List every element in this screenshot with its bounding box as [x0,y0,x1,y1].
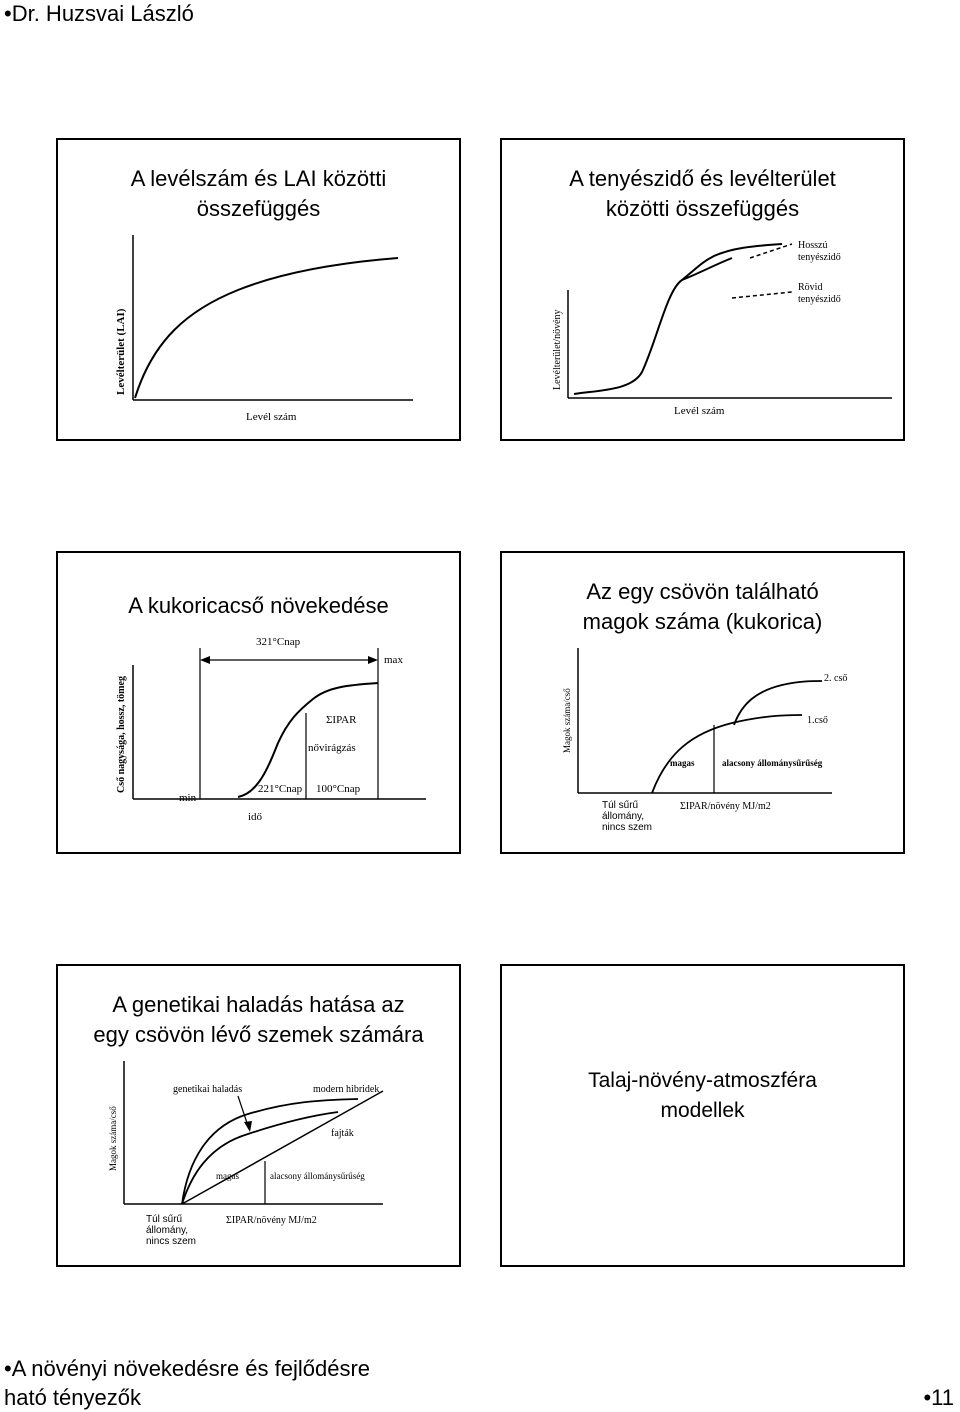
slide-title-line-1: Az egy csövön található [586,579,819,604]
span-arrow-right-head [368,656,378,664]
slide-genetic-progress [56,964,461,1267]
slide-title-line-1: A tenyészidő és levélterület [569,166,836,191]
progress-arrow-head [244,1121,252,1132]
slide-growing-season-leaf-area [500,138,905,441]
slide-title-line-2: magok száma (kukorica) [582,609,823,634]
legend-short-1: Rövid [798,282,823,293]
low-density-label: alacsony állománysűrűség [270,1171,365,1181]
too-dense-2: állomány, [602,811,645,822]
too-dense-2: állomány, [146,1225,189,1236]
slide-lai-leaf-number [56,138,461,441]
high-density-label: magas [216,1171,239,1181]
min-label: min [179,792,197,804]
silking-label: nővirágzás [308,742,356,754]
cob-growth-curve [238,683,378,797]
x-axis-label: idő [248,811,263,823]
chart-growing-season [502,140,903,439]
slide-title [502,1066,903,1126]
y-axis-label: Magok száma/cső [562,688,572,753]
slide-title-line-1: A genetikai haladás hatása az [112,992,405,1017]
slide-title-line-2: egy csövön lévő szemek számára [93,1022,424,1047]
author-name: Dr. Huzsvai László [11,1,194,26]
bullet: • [923,1385,932,1410]
slide-kernels-per-ear [500,551,905,854]
chart-cob-growth [58,553,459,852]
too-dense-3: nincs szem [602,822,653,833]
hybrid-curve [182,1099,358,1204]
genetic-progress-label: genetikai haladás [173,1084,243,1095]
slide-title-line-2: közötti összefüggés [605,196,800,221]
page-number [923,1383,954,1412]
bullet: • [4,1356,12,1381]
slide-title-line-2: modellek [660,1099,745,1122]
first-ear-curve [652,715,802,793]
y-axis-label: Levélterület/növény [552,309,563,390]
first-ear-label: 1.cső [807,715,828,726]
span-arrow-left-head [200,656,210,664]
max-label: max [384,654,403,666]
legend-long-2: tenyészidő [798,252,841,263]
long-season-curve [574,244,782,394]
legend-long-1: Hosszú [798,240,828,251]
y-axis-label: Cső nagysága, hossz, tömeg [116,676,127,793]
chart-kernels-per-ear [502,553,903,852]
slide-soil-plant-atmosphere [500,964,905,1267]
footer-line-1: A növényi növekedésre és fejlődésre [11,1356,371,1381]
high-density-label: magas [670,758,695,768]
footer-line-2: ható tényezők [4,1385,141,1410]
y-axis-label: Levélterület (LAI) [115,308,127,395]
x-axis-label: Levél szám [674,405,725,417]
modern-hybrids-label: modern hibridek [313,1084,380,1095]
gdd2-label: 100°Cnap [316,783,361,795]
page-footer [4,1354,370,1412]
legend-short-2: tenyészidő [798,294,841,305]
second-ear-label: 2. cső [824,673,848,684]
slide-title-line-2: összefüggés [196,196,321,221]
varieties-label: fajták [331,1128,354,1139]
slide-title-line-1: A kukoricacső növekedése [128,593,389,618]
lai-curve [135,258,398,398]
x-axis-label: Levél szám [246,411,297,423]
bullet: • [4,1,12,26]
span-label: 321°Cnap [256,636,301,648]
slide-title-line-1: Talaj-növény-atmoszféra [588,1069,817,1092]
chart-genetic-progress [58,966,459,1265]
x-axis-label: ΣIPAR/növény MJ/m2 [680,801,771,812]
gdd1-label: 221°Cnap [258,783,303,795]
trend-line [182,1091,383,1204]
short-season-dashed [732,292,792,298]
too-dense-1: Túl sűrű [602,800,639,811]
x-axis-label: ΣIPAR/növény MJ/m2 [226,1215,317,1226]
too-dense-3: nincs szem [146,1236,197,1247]
chart-lai [58,140,459,439]
progress-arrow [238,1096,248,1126]
page-number-value: 11 [931,1385,954,1410]
slide-title-line-1: A levélszám és LAI közötti [130,166,387,191]
page-header [4,0,194,28]
too-dense-1: Túl sűrű [146,1214,183,1225]
y-axis-label: Magok száma/cső [108,1106,118,1171]
slide-cob-growth [56,551,461,854]
low-density-label: alacsony állománysűrűség [722,758,823,768]
sum-par-label: ΣIPAR [326,714,357,726]
